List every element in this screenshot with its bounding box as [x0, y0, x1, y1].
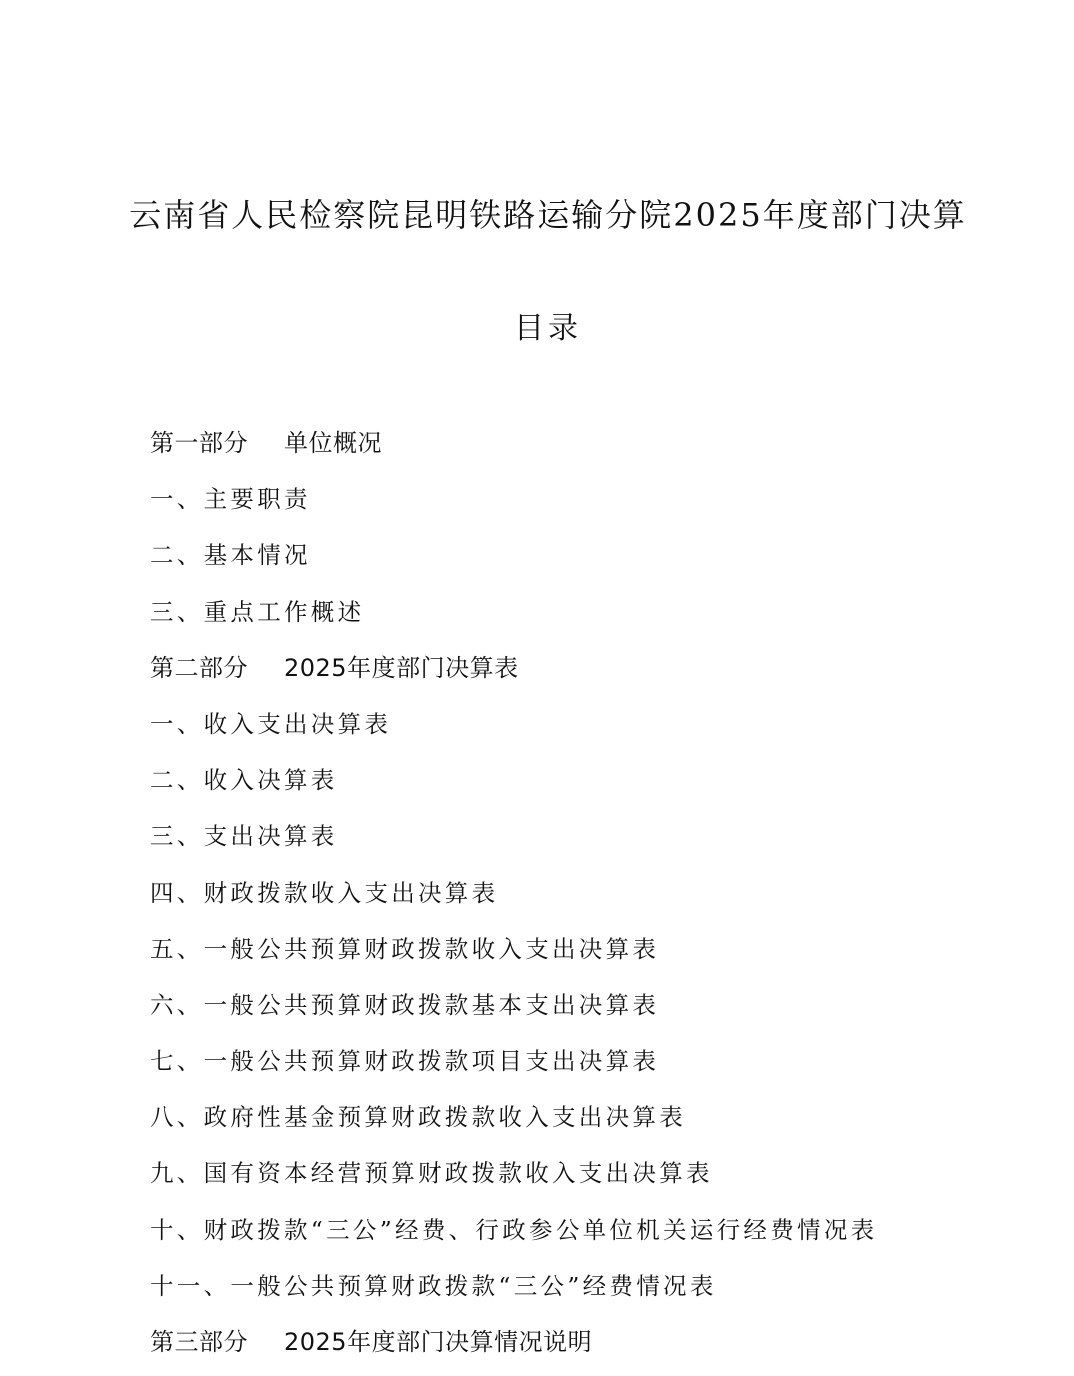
document-title: 云南省人民检察院昆明铁路运输分院2025年度部门决算 — [129, 196, 967, 234]
toc-item: 二、基本情况 — [150, 541, 311, 570]
toc-item: 十一、一般公共预算财政拨款“三公”经费情况表 — [150, 1271, 717, 1300]
toc-part-1 — [150, 421, 1030, 477]
toc-part-3 — [150, 1320, 1030, 1376]
toc-item: 八、政府性基金预算财政拨款收入支出决算表 — [150, 1103, 686, 1132]
toc-part-2 — [150, 646, 1030, 702]
toc-heading: 目录 — [514, 311, 582, 346]
toc-part-label: 第一部分 — [150, 429, 248, 457]
toc-part-title: 2025年度部门决算表 — [284, 653, 519, 682]
toc-part-title: 单位概况 — [284, 429, 382, 457]
toc-item: 十、财政拨款“三公”经费、行政参公单位机关运行经费情况表 — [150, 1215, 878, 1244]
toc-item: 二、收入决算表 — [150, 766, 338, 795]
toc-part-label: 第二部分 — [150, 653, 248, 682]
table-of-contents — [150, 421, 1030, 1376]
toc-item: 四、财政拨款收入支出决算表 — [150, 878, 499, 907]
toc-item: 三、重点工作概述 — [150, 597, 365, 626]
toc-item: 一、主要职责 — [150, 485, 311, 514]
toc-item: 三、支出决算表 — [150, 822, 338, 851]
toc-item: 九、国有资本经营预算财政拨款收入支出决算表 — [150, 1159, 713, 1188]
toc-part-label: 第三部分 — [150, 1328, 248, 1356]
toc-item: 六、一般公共预算财政拨款基本支出决算表 — [150, 990, 660, 1019]
toc-item: 七、一般公共预算财政拨款项目支出决算表 — [150, 1047, 660, 1076]
toc-item: 一、收入支出决算表 — [150, 709, 392, 738]
toc-part-title: 2025年度部门决算情况说明 — [284, 1328, 593, 1356]
toc-item: 五、一般公共预算财政拨款收入支出决算表 — [150, 934, 660, 963]
